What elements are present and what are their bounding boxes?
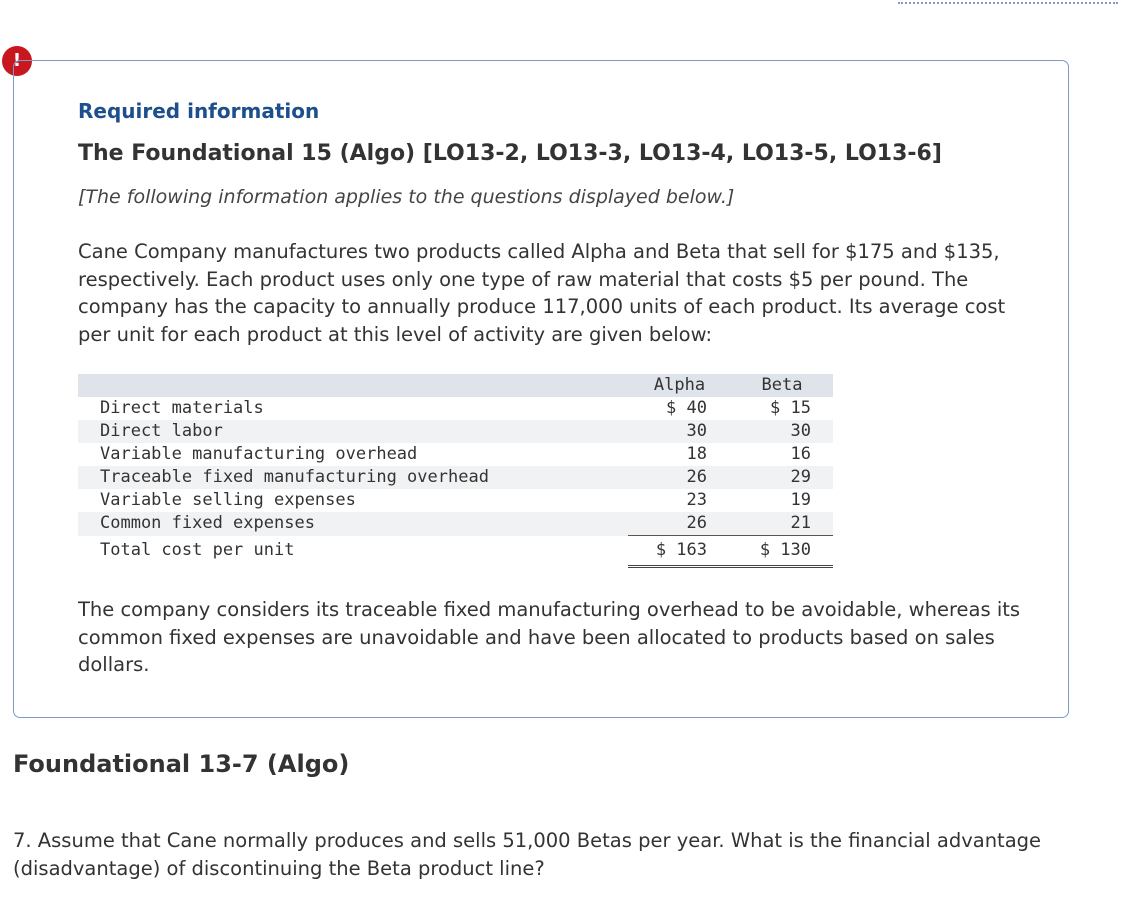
table-header-blank (78, 374, 628, 397)
table-row (78, 443, 833, 466)
total-label: Total cost per unit (100, 539, 295, 560)
alert-icon: ! (2, 46, 32, 76)
required-information-heading: Required information (78, 99, 320, 123)
row-label: Common fixed expenses (100, 513, 315, 534)
intro-paragraph: Cane Company manufactures two products called Alpha and Beta that sell for $175 and $135, respectively. Each product uses only one type of raw material that costs $5 per pound. The company has the capacity to annually produce 117,000 units of each product. Its average cost per unit for each product at this level of activity are given below: (78, 240, 1006, 346)
alpha-value: $ 40 (666, 398, 707, 418)
case-title: The Foundational 15 (Algo) [LO13-2, LO13-3, LO13-4, LO13-5, LO13-6] (78, 141, 942, 166)
total-row (78, 536, 833, 567)
alpha-value: 26 (686, 467, 707, 487)
beta-total: $ 130 (731, 536, 833, 567)
beta-value: 29 (790, 467, 811, 487)
beta-value: $ 15 (770, 398, 811, 418)
table-row (78, 489, 833, 512)
column-header-alpha: Alpha (653, 375, 706, 395)
table-row (78, 397, 833, 420)
question-text: 7. Assume that Cane normally produces and sells 51,000 Betas per year. What is the financial advantage (disadvantage) of discontinuing the Beta product line? (13, 829, 1042, 880)
cost-per-unit-table (78, 374, 833, 568)
alpha-value: 30 (686, 421, 707, 441)
alpha-value: 18 (686, 444, 707, 464)
beta-value: 30 (790, 421, 811, 441)
alpha-total: $ 163 (628, 536, 731, 567)
beta-value: 21 (731, 512, 833, 536)
beta-value: 16 (790, 444, 811, 464)
row-label: Direct labor (100, 421, 223, 441)
question-title: Foundational 13-7 (Algo) (13, 750, 350, 778)
row-label: Variable selling expenses (100, 490, 356, 510)
table-row (78, 466, 833, 489)
top-dotted-divider (898, 2, 1118, 4)
avoidable-note-paragraph: The company considers its traceable fixed manufacturing overhead to be avoidable, whereas its common fixed expenses are unavoidable and have been allocated to products based on sales dollars. (78, 598, 1021, 676)
beta-value: 19 (790, 490, 811, 510)
table-row (78, 420, 833, 443)
row-label: Direct materials (100, 398, 264, 418)
column-header-beta: Beta (761, 375, 803, 395)
row-label: Variable manufacturing overhead (100, 444, 418, 464)
row-label: Traceable fixed manufacturing overhead (100, 467, 489, 487)
applies-note: [The following information applies to the questions displayed below.] (78, 186, 735, 208)
alpha-value: 23 (686, 490, 707, 510)
table-header-row (78, 374, 833, 397)
alpha-value: 26 (628, 512, 731, 536)
table-row (78, 512, 833, 536)
